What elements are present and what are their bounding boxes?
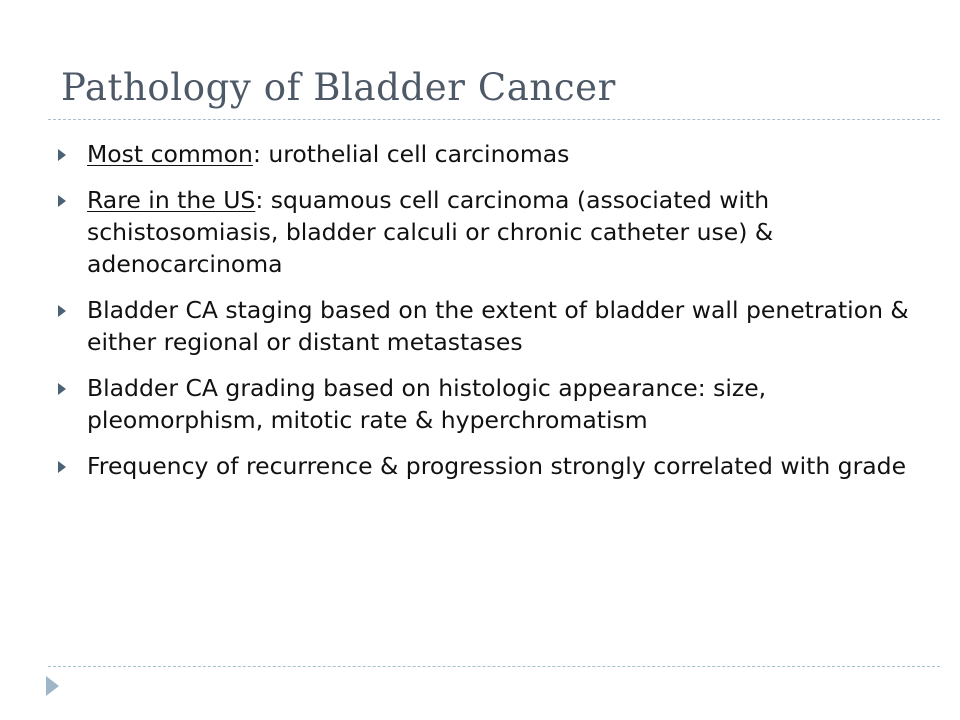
bullet-text: : squamous cell carcinoma (associated with schistosomiasis, bladder calculi or chronic catheter use) & adenocarcinoma bbox=[87, 186, 774, 278]
bullet-text: Frequency of recurrence & progression strongly correlated with grade bbox=[87, 452, 907, 480]
triangle-bullet-icon bbox=[58, 461, 66, 473]
bullet-text: Bladder CA grading based on histologic appearance: size, pleomorphism, mitotic rate & hyperchromatism bbox=[87, 374, 767, 434]
bullet-item bbox=[58, 294, 928, 358]
triangle-bullet-icon bbox=[58, 383, 66, 395]
title-divider bbox=[48, 119, 940, 120]
slide-title: Pathology of Bladder Cancer bbox=[61, 66, 616, 109]
bullet-list bbox=[58, 138, 928, 496]
bullet-text: Bladder CA staging based on the extent of bladder wall penetration & either regional or distant metastases bbox=[87, 296, 909, 356]
bullet-item bbox=[58, 450, 928, 482]
footer-divider bbox=[48, 666, 940, 667]
bullet-text: : urothelial cell carcinomas bbox=[252, 140, 570, 168]
bullet-item bbox=[58, 372, 928, 436]
triangle-bullet-icon bbox=[58, 149, 66, 161]
bullet-lead-text: Rare in the US bbox=[87, 186, 256, 214]
bullet-lead-text: Most common bbox=[87, 140, 253, 168]
bullet-item bbox=[58, 184, 928, 280]
triangle-bullet-icon bbox=[58, 305, 66, 317]
footer-arrow-icon bbox=[46, 676, 59, 696]
bullet-item bbox=[58, 138, 928, 170]
triangle-bullet-icon bbox=[58, 195, 66, 207]
